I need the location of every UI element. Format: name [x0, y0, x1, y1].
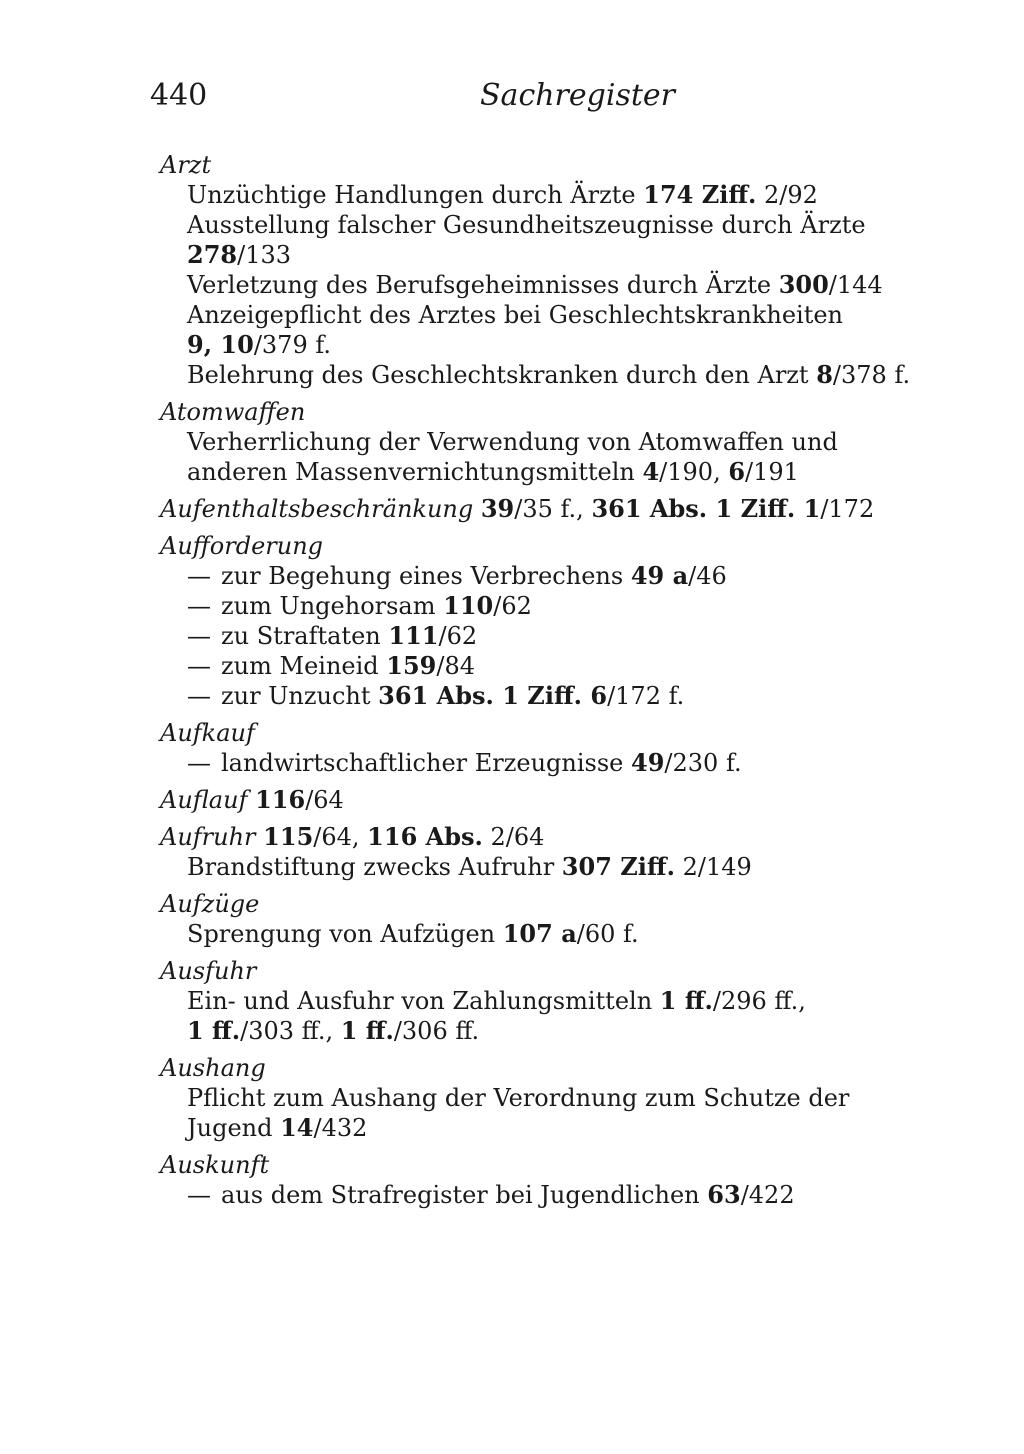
page-reference: 116 Abs. — [367, 822, 483, 851]
entry-text: /296 ff., — [712, 987, 806, 1015]
sub-entry-line — [160, 427, 990, 457]
index-entry — [160, 889, 990, 949]
index-entry — [160, 494, 990, 524]
sub-entry-line — [160, 1113, 990, 1143]
running-title: Sachregister — [480, 78, 675, 113]
sub-entry-line — [160, 360, 990, 390]
page-header — [0, 78, 1024, 118]
page-reference: 63 — [707, 1180, 741, 1209]
sub-entry-line — [160, 852, 990, 882]
entry-head — [160, 956, 990, 986]
page-reference: 361 Abs. 1 Ziff. 1 — [591, 494, 821, 523]
entry-text: /378 f. — [832, 361, 911, 389]
sub-entry-line — [160, 180, 990, 210]
sub-entry-line — [160, 986, 990, 1016]
dash-marker: — — [187, 562, 211, 590]
entry-text: /62 — [493, 592, 532, 620]
entry-text: /432 — [313, 1114, 368, 1142]
headword: Aufkauf — [160, 719, 255, 747]
sub-entry-line — [160, 748, 990, 778]
index-entry — [160, 150, 990, 390]
sub-entry-line — [160, 240, 990, 270]
entry-text: /144 — [828, 271, 883, 299]
entry-text: Sprengung von Aufzügen — [187, 920, 503, 948]
sub-entry-line — [160, 681, 990, 711]
entry-text: aus dem Strafregister bei Jugendlichen — [221, 1181, 708, 1209]
sub-entry-line — [160, 919, 990, 949]
dash-marker: — — [187, 1181, 211, 1209]
entry-head — [160, 822, 990, 852]
entry-text: zur Unzucht — [221, 682, 379, 710]
index-entry — [160, 956, 990, 1046]
sub-entry-line — [160, 1180, 990, 1210]
entry-text: 2/92 — [756, 181, 818, 209]
entry-text: zu Straftaten — [221, 622, 389, 650]
entry-text: Pflicht zum Aushang der Verordnung zum Schutze der — [187, 1084, 850, 1112]
page-reference: 1 ff. — [340, 1016, 394, 1045]
entry-text: 2/64 — [482, 823, 545, 851]
page-reference: 14 — [280, 1113, 314, 1142]
index-entry — [160, 531, 990, 711]
sub-entry-line — [160, 1083, 990, 1113]
dash-marker: — — [187, 592, 211, 620]
page-reference: 111 — [388, 621, 439, 650]
entry-head — [160, 531, 990, 561]
entry-text: /35 f., — [514, 495, 592, 523]
page-reference: 174 Ziff. — [643, 180, 757, 209]
page-reference: 9, 10 — [187, 330, 254, 359]
entry-head — [160, 718, 990, 748]
dash-marker: — — [187, 749, 211, 777]
sub-entry-line — [160, 651, 990, 681]
headword: Atomwaffen — [160, 398, 306, 426]
sub-entry-line — [160, 1016, 990, 1046]
entry-text: /133 — [237, 241, 292, 269]
page-reference: 49 — [631, 748, 665, 777]
entry-text: /379 f. — [253, 331, 331, 359]
headword: Aushang — [160, 1054, 266, 1082]
entry-text: /191 — [745, 458, 799, 486]
entry-text: 2/149 — [674, 853, 752, 881]
index-entry — [160, 822, 990, 882]
index-body — [160, 150, 990, 1217]
headword: Aufenthaltsbeschränkung — [160, 495, 481, 523]
page-reference: 159 — [386, 651, 437, 680]
entry-head — [160, 1053, 990, 1083]
page-reference: 278 — [187, 240, 238, 269]
page-reference: 39 — [480, 494, 515, 523]
entry-text: Jugend — [187, 1114, 281, 1142]
page-reference: 361 Abs. 1 Ziff. 6 — [378, 681, 608, 710]
entry-text: Ein- und Ausfuhr von Zahlungsmitteln — [187, 987, 660, 1015]
entry-head — [160, 785, 990, 815]
sub-entry-line — [160, 621, 990, 651]
dash-marker: — — [187, 622, 211, 650]
page-number: 440 — [150, 78, 208, 113]
page-reference: 4 — [642, 457, 660, 486]
page-reference: 116 — [255, 785, 306, 814]
entry-text: /422 — [740, 1181, 795, 1209]
sub-entry-line — [160, 561, 990, 591]
headword: Ausfuhr — [160, 957, 257, 985]
entry-text: zum Meineid — [221, 652, 387, 680]
headword: Aufzüge — [160, 890, 260, 918]
headword: Auskunft — [160, 1151, 270, 1179]
entry-text: /172 f. — [607, 682, 685, 710]
entry-text: Anzeigepflicht des Arztes bei Geschlechtskrankheiten — [187, 301, 844, 329]
headword: Aufforderung — [160, 532, 324, 560]
entry-text: /64 — [305, 786, 344, 814]
index-entry — [160, 397, 990, 487]
entry-head — [160, 150, 990, 180]
entry-text: zur Begehung eines Verbrechens — [221, 562, 631, 590]
dash-marker: — — [187, 682, 211, 710]
page-reference: 8 — [816, 360, 833, 389]
page-reference: 1 ff. — [187, 1016, 241, 1045]
entry-head — [160, 397, 990, 427]
page-reference: 110 — [443, 591, 494, 620]
entry-text: Brandstiftung zwecks Aufruhr — [187, 853, 562, 881]
entry-text: /64, — [313, 823, 368, 851]
page-reference: 115 — [263, 822, 314, 851]
entry-text: /303 ff., — [240, 1017, 341, 1045]
sub-entry-line — [160, 330, 990, 360]
entry-text: Ausstellung falscher Gesundheitszeugnisse durch Ärzte — [187, 211, 866, 239]
dash-marker: — — [187, 652, 211, 680]
index-entry — [160, 1150, 990, 1210]
entry-text: anderen Massenvernichtungsmitteln — [187, 458, 643, 486]
entry-text: Verherrlichung der Verwendung von Atomwaffen und — [187, 428, 838, 456]
page-reference: 300 — [778, 270, 829, 299]
entry-text: Unzüchtige Handlungen durch Ärzte — [187, 181, 644, 209]
index-entry — [160, 718, 990, 778]
page-reference: 107 a — [502, 919, 577, 948]
sub-entry-line — [160, 300, 990, 330]
sub-entry-line — [160, 457, 990, 487]
headword: Aufruhr — [160, 823, 264, 851]
entry-text: /46 — [688, 562, 727, 590]
entry-head — [160, 494, 990, 524]
page-reference: 1 ff. — [659, 986, 713, 1015]
sub-entry-line — [160, 591, 990, 621]
page-reference: 6 — [728, 457, 746, 486]
entry-head — [160, 1150, 990, 1180]
entry-text: /230 f. — [664, 749, 742, 777]
sub-entry-line — [160, 210, 990, 240]
entry-text: landwirtschaftlicher Erzeugnisse — [221, 749, 632, 777]
entry-text: /62 — [438, 622, 478, 650]
entry-text: /190, — [659, 458, 729, 486]
headword: Arzt — [160, 151, 212, 179]
headword: Auflauf — [160, 786, 256, 814]
entry-text: Belehrung des Geschlechtskranken durch den Arzt — [187, 361, 817, 389]
index-entry — [160, 785, 990, 815]
entry-text: /84 — [436, 652, 476, 680]
entry-text: zum Ungehorsam — [221, 592, 444, 620]
sub-entry-line — [160, 270, 990, 300]
page-reference: 49 a — [630, 561, 689, 590]
entry-text: /60 f. — [576, 920, 639, 948]
entry-text: /172 — [820, 495, 875, 523]
entry-text: Verletzung des Berufsgeheimnisses durch Ärzte — [187, 271, 779, 299]
page-reference: 307 Ziff. — [561, 852, 675, 881]
index-entry — [160, 1053, 990, 1143]
entry-text: /306 ff. — [393, 1017, 480, 1045]
entry-head — [160, 889, 990, 919]
